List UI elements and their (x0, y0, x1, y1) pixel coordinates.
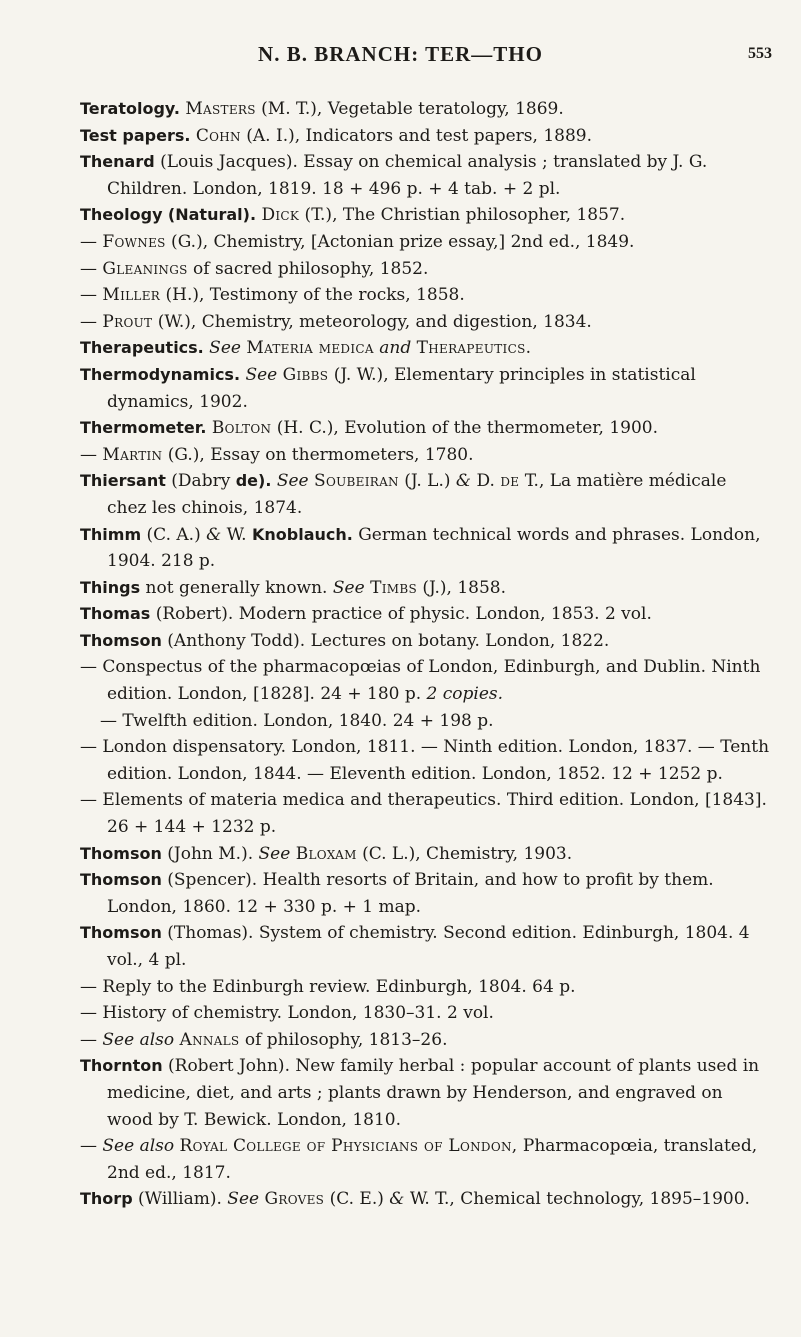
entry-text: (C. L.), Chemistry, 1903. (356, 843, 573, 864)
index-entry (80, 1133, 770, 1186)
entry-text: (Thomas). System of chemistry. Second edition. Edinburgh, 1804. 4 vol., 4 pl. (107, 923, 750, 970)
entry-headword: Thomson (80, 843, 162, 863)
entry-text: of sacred philosophy, 1852. (187, 258, 429, 279)
entry-italic: See (209, 338, 241, 359)
index-entry (80, 734, 770, 787)
entry-headword: Therapeutics. (80, 338, 204, 358)
entry-text: Pharmacopœia, translated, 2nd ed., 1817. (107, 1136, 758, 1183)
entry-small-caps: Fownes (102, 231, 166, 252)
entry-text: — (80, 231, 103, 252)
entry-text: (T.), The Christian philosopher, 1857. (299, 205, 626, 226)
entry-text: — Conspectus of the pharmacopœias of London, Edinburgh, and Dublin. Ninth edition. London, [1828]. 24 + 180 p. (80, 657, 761, 705)
entry-text: (G.), Essay on thermometers, 1780. (162, 444, 474, 465)
entry-text: W. T., Chemical technology, 1895–1900. (404, 1189, 750, 1210)
page-number: 553 (748, 45, 772, 62)
entry-text: (J. W.), Elementary principles in statistical dynamics, 1902. (107, 364, 696, 412)
entry-text: — (80, 311, 103, 332)
entry-text: (J.), 1858. (416, 577, 507, 598)
index-entry (80, 787, 770, 840)
entry-text: — (80, 1029, 103, 1050)
entry-text: D. (471, 471, 501, 492)
entry-italic: & (389, 1189, 405, 1210)
entry-text: (William). (132, 1189, 228, 1210)
entry-headword: Thomson (80, 870, 162, 890)
entry-small-caps: Annals (179, 1029, 240, 1050)
entry-text: — (80, 1136, 103, 1157)
index-entry (80, 335, 770, 362)
index-entry (80, 575, 770, 602)
entry-text: T., La matière médicale chez les chinois, 1874. (107, 471, 727, 518)
entry-small-caps: Groves (264, 1189, 325, 1210)
entry-text: (Dabry (165, 471, 236, 492)
entry-small-caps: de (500, 471, 520, 492)
index-entry (80, 1027, 770, 1054)
index-entry (80, 415, 770, 442)
entry-small-caps: Dick (261, 205, 300, 226)
index-entry (80, 920, 770, 973)
entry-small-caps: Cohn (195, 125, 241, 146)
index-entry (80, 442, 770, 469)
entry-text: — Reply to the Edinburgh review. Edinburgh, 1804. 64 p. (80, 976, 576, 997)
entry-italic: See also (102, 1136, 175, 1157)
entry-text: (J. L.) (398, 471, 456, 492)
entry-italic: 2 copies. (426, 684, 504, 705)
entry-text: (C. E.) (324, 1189, 390, 1210)
entry-headword: Thomas (80, 604, 151, 624)
entry-text: (C. A.) (141, 524, 207, 545)
index-entry (80, 1053, 770, 1133)
entry-italic: and (379, 338, 412, 359)
index-entry (80, 974, 770, 1001)
entry-text: (M. T.), Vegetable teratology, 1869. (255, 99, 564, 119)
index-entry (80, 654, 770, 707)
index-entries (80, 96, 770, 1213)
entry-headword: Test papers. (80, 125, 191, 145)
entry-text: — Elements of materia medica and therapeutics. Third edition. London, [1843]. 26 + 144 + 1232 p. (80, 790, 767, 838)
entry-headword: de). (235, 471, 272, 491)
entry-text: (John M.). (161, 843, 259, 864)
index-entry (80, 628, 770, 655)
entry-headword: Teratology. (80, 99, 180, 118)
entry-headword: Thermodynamics. (80, 364, 241, 384)
entry-italic: See (276, 471, 309, 492)
index-entry (80, 282, 770, 309)
entry-italic: See (245, 364, 278, 385)
entry-small-caps: Prout (102, 311, 153, 332)
index-entry (80, 123, 770, 150)
entry-headword: Knoblauch. (251, 524, 353, 544)
entry-headword: Thermometer. (80, 418, 207, 438)
entry-text: — London dispensatory. London, 1811. — Ninth edition. London, 1837. — Tenth edition. London, 1844. — Eleventh edition. London, 1852. 12 + 1252 p. (80, 737, 770, 784)
index-entry (80, 522, 770, 575)
entry-italic: See (227, 1189, 260, 1210)
entry-small-caps: Therapeutics. (416, 338, 532, 359)
index-entry (80, 309, 770, 336)
entry-text: (Robert John). New family herbal : popular account of plants used in medicine, diet, and arts ; plants drawn by Henderson, and engraved on wood by T. Bewick. London, 1810. (107, 1056, 760, 1130)
entry-text: not generally known. (140, 577, 333, 598)
entry-text: — Twelfth edition. London, 1840. 24 + 198 p. (100, 710, 494, 731)
entry-text: (Robert). Modern practice of physic. London, 1853. 2 vol. (150, 604, 652, 625)
entry-headword: Thimm (80, 524, 142, 544)
entry-small-caps: Gibbs (282, 364, 329, 385)
index-entry (80, 96, 770, 123)
entry-text: — (80, 258, 103, 279)
entry-headword: (Natural). (167, 205, 257, 225)
entry-headword: Thomson (80, 923, 162, 943)
index-entry (80, 149, 770, 202)
entry-italic: See also (102, 1029, 175, 1050)
entry-headword: Thiersant (80, 471, 166, 491)
index-entry (80, 468, 770, 521)
entry-headword: Thornton (80, 1056, 163, 1076)
entry-text: (A. I.), Indicators and test papers, 1889. (240, 125, 593, 146)
index-entry (80, 867, 770, 920)
entry-text: (W.), Chemistry, meteorology, and digestion, 1834. (152, 311, 592, 332)
entry-italic: See (332, 577, 365, 598)
index-entry (100, 708, 770, 735)
index-entry (80, 841, 770, 868)
entry-small-caps: Gleanings (102, 258, 188, 279)
entry-text: (Anthony Todd). Lectures on botany. London, 1822. (161, 630, 610, 651)
entry-text: (Spencer). Health resorts of Britain, and how to profit by them. London, 1860. 12 + 330 p. + 1 map. (107, 870, 714, 917)
index-entry (80, 1186, 770, 1213)
index-entry (80, 362, 770, 415)
entry-text: — History of chemistry. London, 1830–31. 2 vol. (80, 1003, 494, 1024)
entry-text: German technical words and phrases. London, 1904. 218 p. (107, 524, 761, 572)
running-title: N. B. BRANCH: TER—THO (258, 42, 543, 66)
entry-italic: & (455, 471, 472, 492)
entry-small-caps: Bolton (211, 418, 272, 439)
entry-small-caps: Bloxam (295, 843, 357, 864)
entry-text: (H. C.), Evolution of the thermometer, 1900. (271, 418, 659, 439)
index-entry (80, 229, 770, 256)
entry-headword: Things (80, 577, 141, 597)
entry-text: W. (221, 524, 252, 545)
entry-text: (Louis Jacques). Essay on chemical analysis ; translated by J. G. Children. London, 1819. 18 + 496 p. + 4 tab. + 2 pl. (107, 152, 708, 199)
entry-small-caps: Miller (102, 285, 161, 306)
entry-headword: Theology (80, 205, 163, 225)
entry-small-caps: Materia medica (246, 338, 374, 359)
entry-text: of philosophy, 1813–26. (239, 1029, 448, 1050)
entry-text: — (80, 444, 103, 465)
entry-small-caps: Masters (185, 99, 256, 119)
entry-headword: Thomson (80, 630, 162, 650)
index-entry (80, 1000, 770, 1027)
entry-small-caps: Timbs (370, 577, 417, 598)
entry-italic: See (258, 843, 291, 864)
index-entry (80, 601, 770, 628)
entry-small-caps: Royal College of Physicians of London, (179, 1136, 518, 1157)
entry-small-caps: Martin (102, 444, 163, 465)
entry-headword: Thorp (80, 1189, 133, 1209)
entry-small-caps: Soubeiran (314, 471, 399, 492)
index-entry (80, 256, 770, 283)
entry-italic: & (206, 524, 222, 545)
entry-text: — (80, 285, 103, 306)
index-entry (80, 202, 770, 229)
entry-headword: Thenard (80, 152, 155, 172)
entry-text: (H.), Testimony of the rocks, 1858. (160, 285, 465, 306)
entry-text: (G.), Chemistry, [Actonian prize essay,] 2nd ed., 1849. (165, 231, 635, 252)
